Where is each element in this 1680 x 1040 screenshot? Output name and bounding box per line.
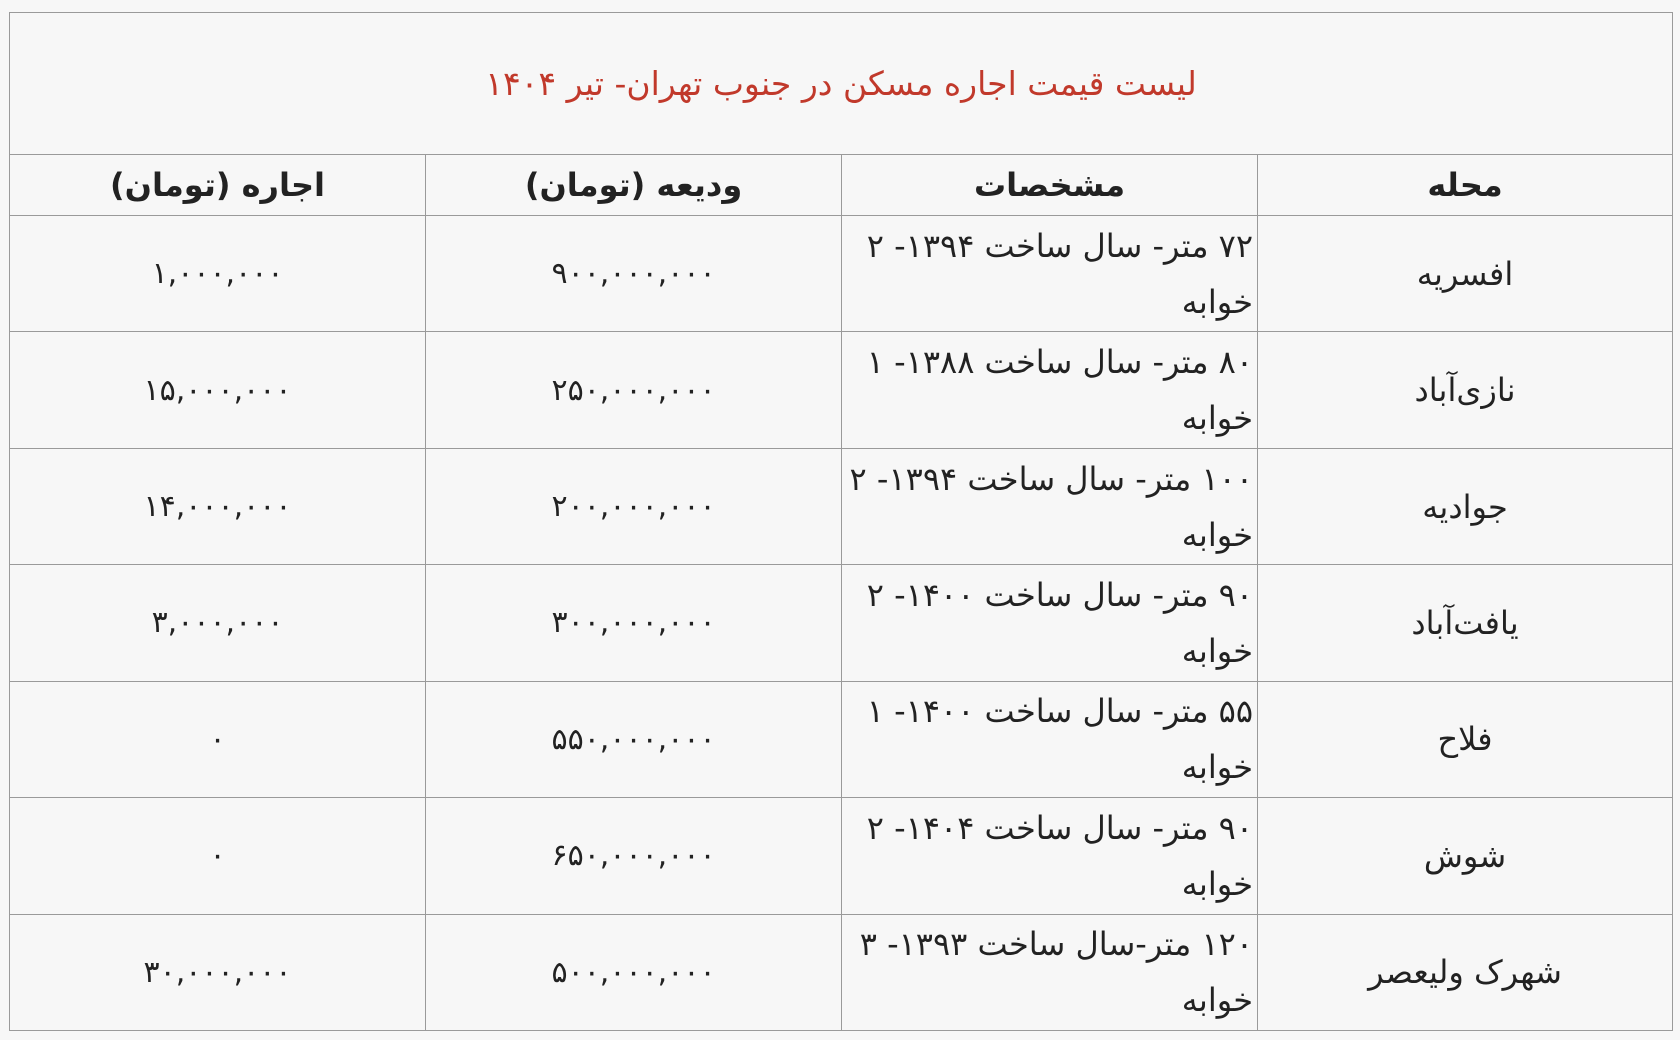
rent-cell: ۰ — [10, 798, 426, 914]
specs-cell: ۹۰ متر- سال ساخت ۱۴۰۴- ۲ خوابه — [842, 798, 1258, 914]
specs-cell: ۹۰ متر- سال ساخت ۱۴۰۰- ۲ خوابه — [842, 565, 1258, 681]
neighborhood-cell: نازی‌آباد — [1258, 332, 1673, 448]
rent-price-table — [9, 12, 1673, 1031]
specs-cell: ۸۰ متر- سال ساخت ۱۳۸۸- ۱ خوابه — [842, 332, 1258, 448]
header-row — [10, 155, 1673, 216]
table-row — [10, 798, 1673, 914]
neighborhood-cell: جوادیه — [1258, 448, 1673, 564]
deposit-cell: ۳۰۰,۰۰۰,۰۰۰ — [426, 565, 842, 681]
header-rent: اجاره (تومان) — [10, 155, 426, 216]
neighborhood-cell: فلاح — [1258, 681, 1673, 797]
table-row — [10, 332, 1673, 448]
rent-cell: ۳,۰۰۰,۰۰۰ — [10, 565, 426, 681]
deposit-cell: ۵۰۰,۰۰۰,۰۰۰ — [426, 914, 842, 1030]
title-row — [10, 13, 1673, 155]
specs-cell: ۷۲ متر- سال ساخت ۱۳۹۴- ۲ خوابه — [842, 216, 1258, 332]
specs-cell: ۵۵ متر- سال ساخت ۱۴۰۰- ۱ خوابه — [842, 681, 1258, 797]
table-row — [10, 681, 1673, 797]
header-deposit: ودیعه (تومان) — [426, 155, 842, 216]
rent-cell: ۱۴,۰۰۰,۰۰۰ — [10, 448, 426, 564]
table-row — [10, 448, 1673, 564]
deposit-cell: ۹۰۰,۰۰۰,۰۰۰ — [426, 216, 842, 332]
neighborhood-cell: یافت‌آباد — [1258, 565, 1673, 681]
table-row — [10, 216, 1673, 332]
header-specs: مشخصات — [842, 155, 1258, 216]
deposit-cell: ۲۰۰,۰۰۰,۰۰۰ — [426, 448, 842, 564]
deposit-cell: ۲۵۰,۰۰۰,۰۰۰ — [426, 332, 842, 448]
header-neighborhood: محله — [1258, 155, 1673, 216]
deposit-cell: ۵۵۰,۰۰۰,۰۰۰ — [426, 681, 842, 797]
table-row — [10, 914, 1673, 1030]
table-title: لیست قیمت اجاره مسکن در جنوب تهران- تیر ۱۴۰۴ — [10, 13, 1673, 155]
rent-cell: ۰ — [10, 681, 426, 797]
rent-cell: ۳۰,۰۰۰,۰۰۰ — [10, 914, 426, 1030]
table-row — [10, 565, 1673, 681]
rent-cell: ۱,۰۰۰,۰۰۰ — [10, 216, 426, 332]
rent-cell: ۱۵,۰۰۰,۰۰۰ — [10, 332, 426, 448]
deposit-cell: ۶۵۰,۰۰۰,۰۰۰ — [426, 798, 842, 914]
neighborhood-cell: شهرک ولیعصر — [1258, 914, 1673, 1030]
specs-cell: ۱۲۰ متر-سال ساخت ۱۳۹۳- ۳ خوابه — [842, 914, 1258, 1030]
neighborhood-cell: شوش — [1258, 798, 1673, 914]
specs-cell: ۱۰۰ متر- سال ساخت ۱۳۹۴- ۲ خوابه — [842, 448, 1258, 564]
neighborhood-cell: افسریه — [1258, 216, 1673, 332]
